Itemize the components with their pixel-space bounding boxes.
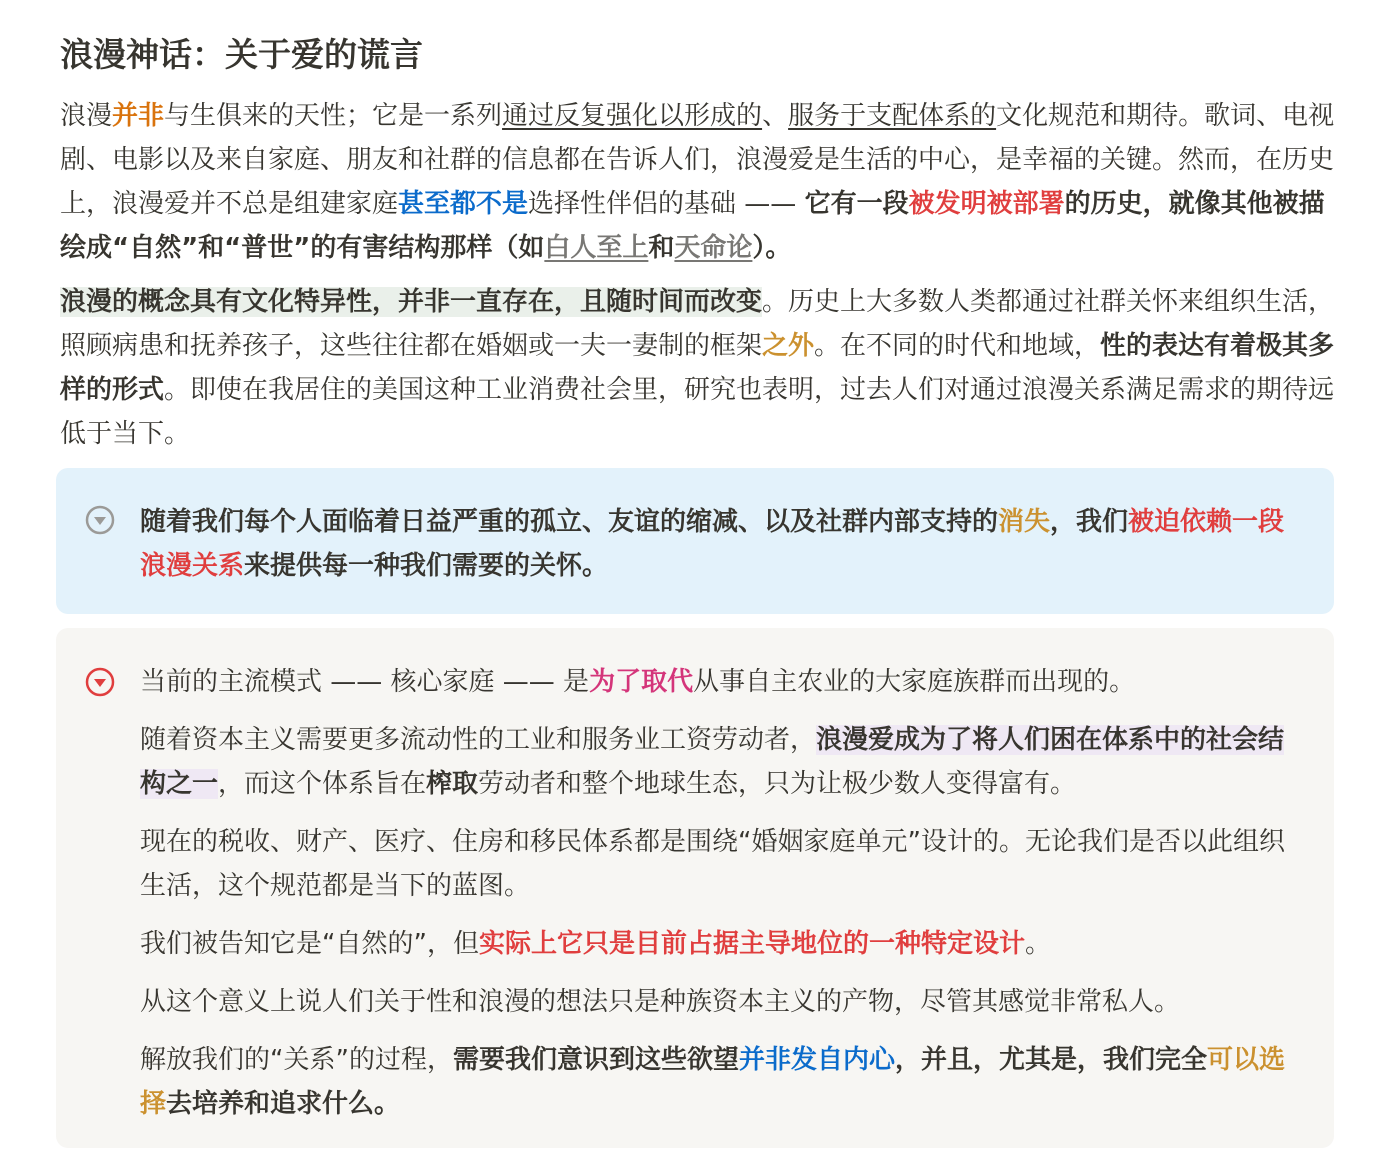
highlight-replace: 为了取代 [589, 667, 694, 697]
text-span: ，而这个体系旨在 [218, 769, 427, 799]
text-span: 。在不同的时代和地域， [814, 331, 1101, 361]
callout-line [140, 922, 1300, 966]
page-title: 浪漫神话：关于爱的谎言 [60, 35, 423, 74]
bold-phrase: 和 [648, 233, 675, 263]
highlight-outside: 之外 [762, 331, 815, 361]
callout-line: 从这个意义上说人们关于性和浪漫的想法只是种族资本主义的产物，尽管其感觉非常私人。 [140, 987, 1181, 1017]
bold-phrase: 随着我们每个人面临着日益严重的孤立、友谊的缩减、以及社群内部支持的 [140, 507, 999, 537]
callout-line: 现在的税收、财产、医疗、住房和移民体系都是围绕“婚姻家庭单元”设计的。无论我们是否以此组织生活，这个规范都是当下的蓝图。 [140, 827, 1285, 901]
text-span: 劳动者和整个地球生态，只为让极少数人变得富有。 [478, 769, 1077, 799]
callout-body [140, 500, 1300, 602]
callout-line [140, 1038, 1300, 1126]
callout-body [140, 660, 1300, 1140]
link-manifest-destiny[interactable]: 天命论 [674, 233, 753, 263]
underlined-phrase: 通过反复强化以形成的 [502, 101, 763, 131]
paragraph-intro [60, 94, 1336, 270]
bold-phrase: 需要我们意识到这些欲望 [452, 1045, 739, 1075]
bold-phrase: 来提供每一种我们需要的关怀。 [244, 551, 609, 581]
callout-line [140, 718, 1300, 806]
highlight-not-from-within: 并非发自内心 [738, 1045, 895, 1075]
callout-line [140, 660, 1300, 704]
bold-phrase: 去培养和追求什么。 [166, 1089, 401, 1119]
bold-phrase: 的历史，就像其他被描绘成“自然”和“普世”的有害结构那样（如 [60, 189, 1325, 263]
highlight-can-choose: 可以选择 [140, 1045, 1286, 1119]
highlight-even-not: 甚至都不是 [398, 189, 529, 219]
text-span: 、 [762, 101, 789, 131]
highlight-forced: 被迫依赖一段浪漫关系 [140, 507, 1285, 581]
text-span: 随着资本主义需要更多流动性的工业和服务业工资劳动者， [140, 725, 817, 755]
paragraph-history [60, 280, 1336, 456]
bold-phrase: ，并且，尤其是，我们完全 [894, 1045, 1207, 1075]
bold-phrase: 性的表达有着极其多样的形式 [60, 331, 1335, 405]
callout-nuclear-family [56, 628, 1334, 1148]
bold-phrase: 它有一段 [804, 189, 909, 219]
chevron-down-circle-icon[interactable] [84, 504, 116, 536]
bold-phrase: ，我们 [1050, 507, 1129, 537]
text-span: 选择性伴侣的基础 —— [528, 189, 805, 219]
text-span: 文化规范和期待。歌词、电视剧、电影以及来自家庭、朋友和社群的信息都在告诉人们，浪漫爱是生活的中心，是幸福的关键。然而，在历史上，浪漫爱并不总是组建家庭 [60, 101, 1335, 219]
bold-phrase: ）。 [752, 233, 792, 263]
chevron-down-circle-icon[interactable] [84, 666, 116, 698]
callout-text [140, 500, 1300, 588]
text-span: 我们被告知它是“自然的”，但 [140, 929, 479, 959]
bold-phrase: 榨取 [426, 769, 479, 799]
text-span: 浪漫 [60, 101, 113, 131]
link-white-supremacy[interactable]: 白人至上 [544, 233, 649, 263]
text-span: 解放我们的“关系”的过程， [140, 1045, 453, 1075]
text-span: 。即使在我居住的美国这种工业消费社会里，研究也表明，过去人们对通过浪漫关系满足需求的期待远低于当下。 [60, 375, 1335, 449]
highlight-specific-design: 实际上它只是目前占据主导地位的一种特定设计 [478, 929, 1025, 959]
highlighted-bold-phrase: 浪漫爱成为了将人们困在体系中的社会结构之一 [140, 725, 1285, 799]
text-span: 与生俱来的天性；它是一系列 [164, 101, 503, 131]
underlined-phrase: 服务于支配体系的 [788, 101, 997, 131]
callout-isolation [56, 468, 1334, 614]
highlight-disappear: 消失 [998, 507, 1051, 537]
text-span: 。历史上大多数人类都通过社群关怀来组织生活，照顾病患和抚养孩子，这些往往都在婚姻或一夫一妻制的框架 [60, 287, 1335, 361]
highlighted-bold-phrase: 浪漫的概念具有文化特异性，并非一直存在，且随时间而改变 [60, 287, 763, 317]
text-span: 从事自主农业的大家庭族群而出现的。 [693, 667, 1136, 697]
highlight-invented: 被发明被部署 [908, 189, 1065, 219]
text-span: 。 [1024, 929, 1051, 959]
highlight-not: 并非 [112, 101, 165, 131]
text-span: 当前的主流模式 —— 核心家庭 —— 是 [140, 667, 590, 697]
